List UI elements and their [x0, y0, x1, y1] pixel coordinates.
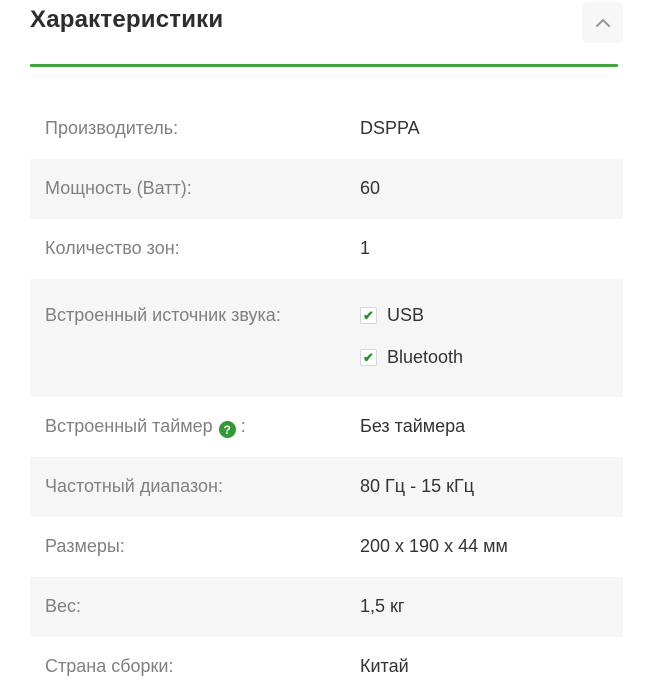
collapse-section-button[interactable] — [582, 2, 623, 43]
spec-value: 60 — [360, 178, 381, 199]
checkbox-label: USB — [387, 305, 425, 325]
spec-value: Китай — [360, 656, 409, 677]
spec-label: Производитель: — [45, 118, 179, 139]
spec-row-dimensions — [30, 517, 623, 577]
spec-label: Частотный диапазон: — [45, 476, 223, 497]
spec-row-weight — [30, 577, 623, 637]
spec-value: DSPPA — [360, 118, 420, 139]
spec-row-manufacturer — [30, 99, 623, 159]
checkbox-item-usb — [360, 305, 463, 327]
spec-value: 200 x 190 x 44 мм — [360, 536, 508, 557]
checkbox-list — [360, 305, 463, 368]
spec-row-frequency-range — [30, 457, 623, 517]
spec-row-power — [30, 159, 623, 219]
spec-label-text: Встроенный таймер — [45, 415, 213, 436]
spec-value: Без таймера — [360, 416, 466, 437]
checked-checkbox-icon[interactable]: ✔ — [360, 349, 377, 366]
spec-row-zones — [30, 219, 623, 279]
spec-label: Встроенный источник звука: — [45, 305, 281, 325]
spec-value: 1 — [360, 238, 371, 259]
spec-label: Мощность (Ватт): — [45, 178, 192, 199]
checked-checkbox-icon[interactable]: ✔ — [360, 307, 377, 324]
green-divider — [30, 64, 618, 67]
specs-table — [30, 99, 623, 697]
spec-label: Вес: — [45, 596, 82, 617]
checkbox-item-bluetooth — [360, 347, 463, 369]
section-header — [30, 5, 623, 43]
spec-label: Количество зон: — [45, 238, 180, 259]
checkbox-label: Bluetooth — [387, 346, 464, 367]
spec-row-country — [30, 637, 623, 697]
spec-row-timer — [30, 397, 623, 457]
spec-label: Страна сборки: — [45, 656, 174, 677]
spec-value: 80 Гц - 15 кГц — [360, 476, 475, 497]
chevron-up-icon — [595, 18, 611, 28]
spec-label: Размеры: — [45, 536, 125, 557]
help-question-icon[interactable]: ? — [219, 421, 236, 438]
spec-value: 1,5 кг — [360, 596, 405, 617]
spec-row-audio-source — [30, 279, 623, 397]
spec-label — [45, 416, 360, 439]
section-title: Характеристики — [30, 6, 224, 33]
spec-label-colon: : — [240, 415, 246, 436]
